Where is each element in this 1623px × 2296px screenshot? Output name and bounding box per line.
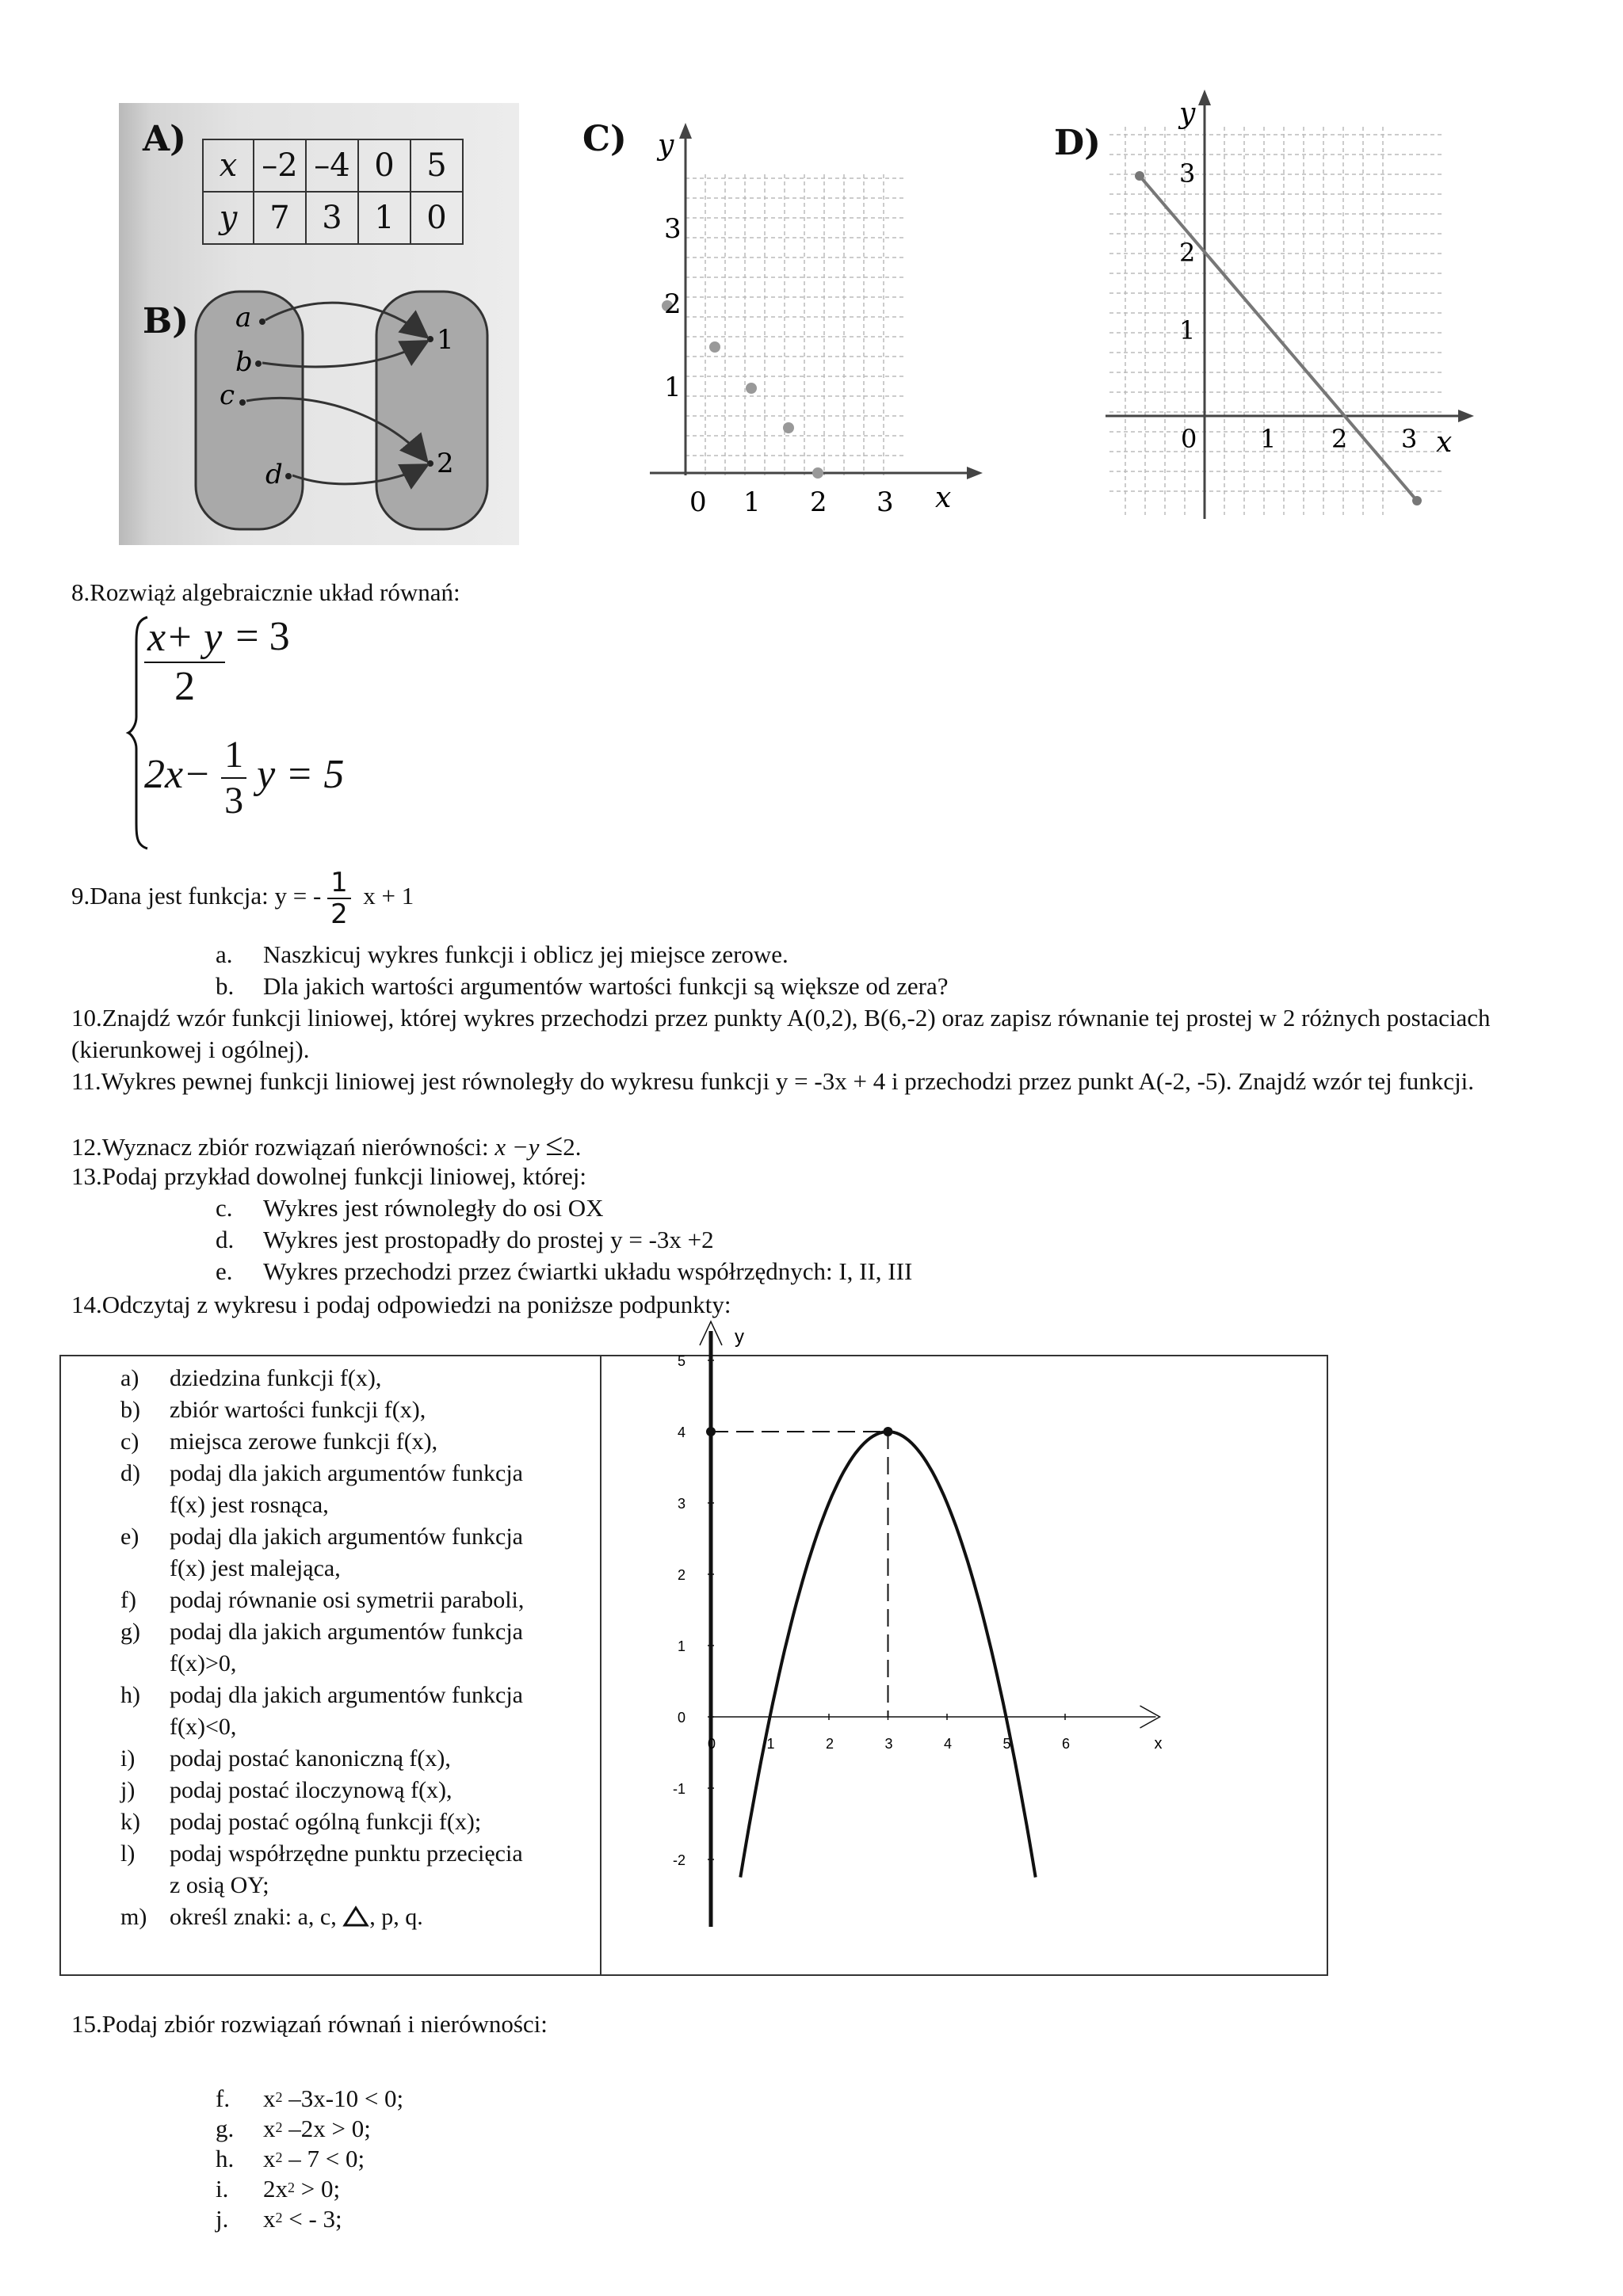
table-a-cell: –4 [306,139,358,192]
graph-d-x-label: x [1436,426,1453,459]
q14-item-line: f(x) jest malejąca, [170,1555,341,1581]
table-a-cell: 0 [358,139,411,192]
q8-text: 8.Rozwiąż algebraicznie układ równań: [71,578,460,606]
q15-item: j. $x^2$ < - 3; [216,2205,342,2233]
x-tick-label: 6 [1062,1736,1071,1752]
q15-item: h. $x^2 - 7 < 0$; [216,2145,365,2172]
graph-d-y-label: y [1179,97,1196,130]
graph-d-x-tick: 2 [1331,424,1348,454]
label-c: C) [582,119,627,159]
q15-item: g. $x^2$ –2x > 0; [216,2115,371,2142]
eq2-frac-den: 3 [224,780,244,822]
x-tick-label: 2 [826,1736,834,1752]
graph-d-x-tick: 3 [1401,424,1418,454]
graph-d-y-tick: 1 [1179,315,1196,345]
eq2-rhs: y = 5 [257,751,345,797]
mapping-b-label-a: a [235,302,252,334]
x-tick-label: 4 [944,1736,953,1752]
q14-text: 14.Odczytaj z wykresu i podaj odpowiedzi na poniższe podpunkty: [71,1291,731,1318]
table-a-x-label: x [203,139,254,192]
q13-item-d: d. Wykres jest prostopadły do prostej y = -3x +2 [216,1226,714,1253]
y-tick-label: -1 [672,1781,685,1797]
mapping-b-label-1: 1 [437,324,454,356]
q14-item-line: d) podaj dla jakich argumentów funkcja [120,1460,523,1486]
graph-c-x-tick: 3 [876,486,894,518]
chart-point [884,1427,893,1436]
q15-item: f. $x^2$ –3x-10 < 0; [216,2084,404,2112]
graph-c-y-tick: 3 [664,213,682,245]
q14-item-line: f) podaj równanie osi symetrii paraboli, [120,1587,525,1613]
eq1-rhs: = 3 [235,613,290,659]
y-tick-label: -2 [672,1852,685,1868]
graph-d-x-tick: 1 [1260,424,1277,454]
table-a-cell: –2 [254,139,306,192]
q14-item-line: g) podaj dla jakich argumentów funkcja [120,1619,523,1645]
graph-c-x-tick: 1 [743,486,761,518]
y-tick-label: 1 [677,1638,685,1654]
x-tick-label: 1 [766,1736,775,1752]
graph-c-y-tick: 1 [664,372,682,403]
table-a-cell: 1 [358,192,411,244]
y-tick-label: 0 [677,1710,685,1726]
q13-item-e: e. Wykres przechodzi przez ćwiartki układu współrzędnych: I, II, III [216,1257,913,1285]
scan-figure-ab [119,103,519,545]
q14-item-line: f(x) jest rosnąca, [170,1492,329,1518]
graph-c-x-tick: 2 [810,486,827,518]
y-tick-label: 2 [677,1567,685,1583]
q14-item-line: h) podaj dla jakich argumentów funkcja [120,1682,523,1708]
x-axis-label: x [1154,1735,1163,1753]
q14-item-line: j) podaj postać iloczynową f(x), [120,1777,453,1803]
q9-item-b: b. Dla jakich wartości argumentów wartości funkcji są większe od zera? [216,972,949,1000]
mapping-b-label-b: b [235,346,253,378]
graph-d-x-tick: 0 [1181,424,1197,454]
eq1-denominator: 2 [174,664,196,709]
x-tick-label: 0 [708,1736,716,1752]
graph-c-y-tick: 2 [664,288,682,320]
y-tick-label: 3 [677,1496,685,1512]
q9-suffix: x + 1 [363,882,414,910]
q13-text: 13.Podaj przykład dowolnej funkcji liniowej, której: [71,1162,587,1190]
q9-frac-den: 2 [327,898,351,929]
y-tick-label: 4 [677,1425,685,1440]
table-a-cell: 7 [254,192,306,244]
mapping-b-label-2: 2 [437,448,454,479]
q14-item-line: i) podaj postać kanoniczną f(x), [120,1745,451,1772]
eq1-numerator: x+ y [144,614,225,663]
q14-item-line: c) miejsca zerowe funkcji f(x), [120,1428,438,1455]
eq2-frac-num: 1 [221,733,246,779]
y-tick-label: 5 [677,1353,685,1369]
mapping-b-label-d: d [265,459,283,490]
eq2-left: 2x− [144,751,212,797]
q15-item: i. $2x^2 > 0$; [216,2175,341,2203]
q9-prefix: 9.Dana jest funkcja: y = - [71,882,322,910]
q9-frac-num: 1 [330,867,348,898]
graph-c-x-label: x [935,482,952,514]
q14-item-line: k) podaj postać ogólną funkcji f(x); [120,1809,482,1835]
q9-text [71,868,414,929]
q14-box [59,1326,1328,1976]
q9-item-a: a. Naszkicuj wykres funkcji i oblicz jej miejsce zerowe. [216,940,789,968]
q14-item-m: m) określ znaki: a, c, , p, q. [120,1904,423,1930]
chart-point [706,1427,716,1436]
q15-text: 15.Podaj zbiór rozwiązań równań i nierówności: [71,2010,548,2038]
q12-text: 12.Wyznacz zbiór rozwiązań nierówności: x −y ≤2. [71,1127,582,1162]
y-axis-label: y [735,1326,744,1348]
q14-item-line: b) zbiór wartości funkcji f(x), [120,1397,426,1423]
label-d: D) [1054,123,1101,163]
graph-d-y-tick: 3 [1179,158,1196,189]
graph-c-y-label: y [658,129,674,162]
x-tick-label: 5 [1002,1736,1011,1752]
q10-text: 10.Znajdź wzór funkcji liniowej, której wykres przechodzi przez punkty A(0,2), B(6,-2) oraz zapisz równanie tej prostej w 2 różnych postaciach (kierunkowej i ogólnej). [71,1004,1491,1063]
table-a-cell: 5 [411,139,463,192]
q14-item-line: a) dziedzina funkcji f(x), [120,1365,382,1391]
graph-d-y-tick: 2 [1179,238,1196,268]
q11-text: 11.Wykres pewnej funkcji liniowej jest równoległy do wykresu funkcji y = -3x + 4 i przechodzi przez punkt A(-2, -5). Znajdź wzór tej funkcji. [71,1067,1475,1095]
graph-c [642,119,991,523]
q14-items [120,1363,596,1933]
mapping-diagram-b [194,285,511,539]
graph-d [1094,87,1506,531]
q14-item-line: f(x)>0, [170,1650,237,1676]
q13-item-c: c. Wykres jest równoległy do osi OX [216,1194,604,1222]
q15-items [216,2084,403,2234]
table-a [202,139,464,245]
label-a: A) [143,119,186,159]
graph-c-x-tick: 0 [689,486,707,518]
q12-sign: ≤ [545,1127,563,1162]
parabola-chart [616,1326,1297,1966]
q14-item-line: f(x)<0, [170,1714,237,1740]
q12-expr: x −y [495,1133,540,1161]
q14-item-line: l) podaj współrzędne punktu przecięcia [120,1840,523,1867]
table-a-cell: 0 [411,192,463,244]
label-b: B) [143,301,189,341]
table-a-cell: 3 [306,192,358,244]
mapping-b-label-c: c [220,379,235,411]
q8-system [127,614,444,852]
q14-item-line: e) podaj dla jakich argumentów funkcja [120,1524,523,1550]
table-a-y-label: y [203,192,254,244]
x-tick-label: 3 [884,1736,893,1752]
q14-item-line: z osią OY; [170,1872,269,1898]
delta-icon [342,1905,369,1928]
